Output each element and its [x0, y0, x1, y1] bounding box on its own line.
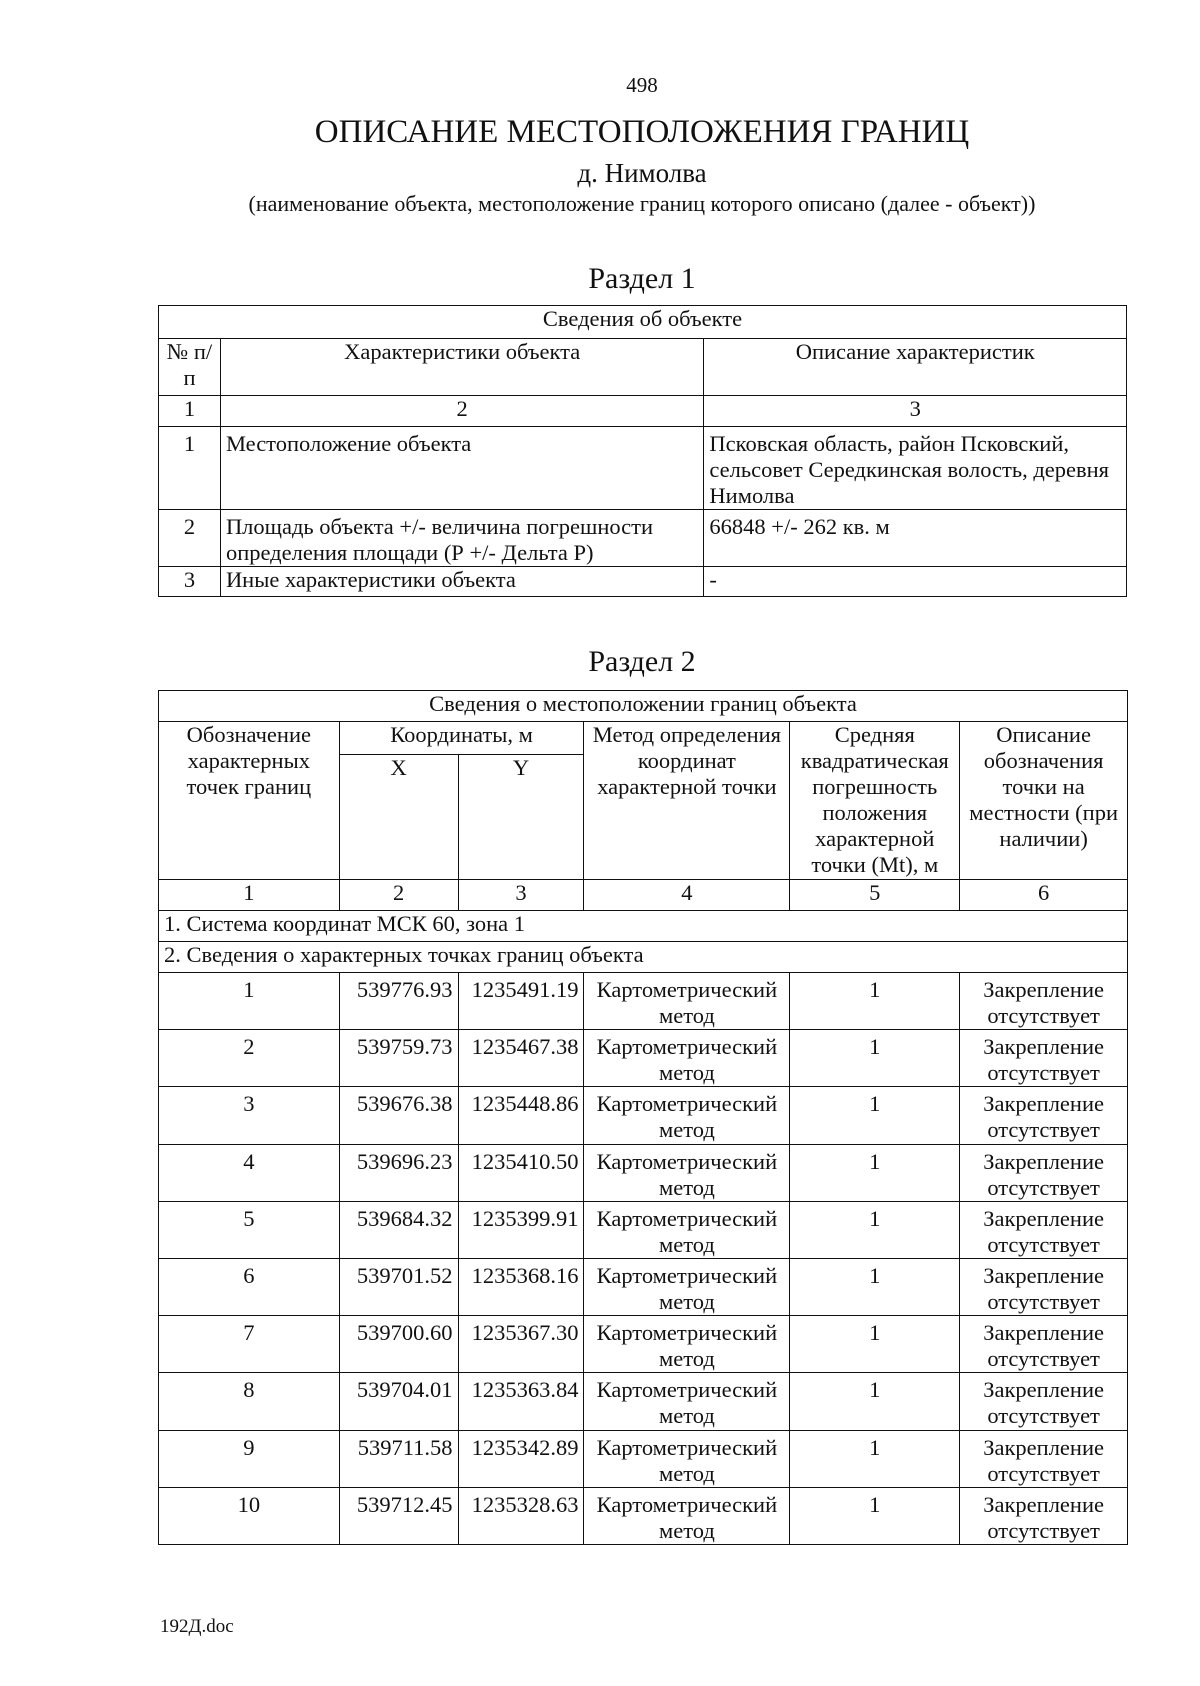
col-number: 3 [704, 396, 1127, 427]
point-y: 1235328.63 [458, 1487, 584, 1544]
points-info-row: 2. Сведения о характерных точках границ объекта [159, 942, 1128, 973]
file-name: 192Д.doc [160, 1616, 234, 1637]
header-characteristics: Характеристики объекта [220, 339, 703, 396]
point-description: Закрепление отсутствует [960, 1087, 1128, 1144]
point-y: 1235342.89 [458, 1430, 584, 1487]
object-info-table-title: Сведения об объекте [159, 306, 1127, 339]
object-info-table [158, 305, 1127, 597]
point-description: Закрепление отсутствует [960, 973, 1128, 1030]
boundary-points-table [158, 690, 1128, 1545]
point-error: 1 [790, 973, 960, 1030]
point-x: 539776.93 [339, 973, 458, 1030]
point-error: 1 [790, 1430, 960, 1487]
point-description: Закрепление отсутствует [960, 1373, 1128, 1430]
point-method: Картометрический метод [584, 1087, 790, 1144]
point-error: 1 [790, 1201, 960, 1258]
point-x: 539712.45 [339, 1487, 458, 1544]
col-number: 1 [159, 396, 221, 427]
point-x: 539700.60 [339, 1316, 458, 1373]
header-point: Обозначение характерных точек границ [159, 722, 340, 880]
table-row [159, 1030, 1128, 1087]
row-characteristic: Площадь объекта +/- величина погрешности определения площади (Р +/- Дельта Р) [220, 510, 703, 567]
row-characteristic: Местоположение объекта [220, 427, 703, 510]
header-x: X [339, 755, 458, 880]
point-x: 539711.58 [339, 1430, 458, 1487]
point-number: 6 [159, 1258, 340, 1315]
header-method: Метод определения координат характерной точки [584, 722, 790, 880]
point-number: 8 [159, 1373, 340, 1430]
point-y: 1235367.30 [458, 1316, 584, 1373]
point-description: Закрепление отсутствует [960, 1316, 1128, 1373]
point-description: Закрепление отсутствует [960, 1430, 1128, 1487]
row-num: 1 [159, 427, 221, 510]
point-error: 1 [790, 1087, 960, 1144]
point-y: 1235410.50 [458, 1144, 584, 1201]
row-num: 3 [159, 567, 221, 597]
point-x: 539684.32 [339, 1201, 458, 1258]
point-y: 1235399.91 [458, 1201, 584, 1258]
point-error: 1 [790, 1373, 960, 1430]
point-y: 1235491.19 [458, 973, 584, 1030]
point-number: 7 [159, 1316, 340, 1373]
header-y: Y [458, 755, 584, 880]
row-value: Псковская область, район Псковский, сельсовет Середкинская волость, деревня Нимолва [704, 427, 1127, 510]
point-number: 3 [159, 1087, 340, 1144]
point-method: Картометрический метод [584, 1144, 790, 1201]
row-value: 66848 +/- 262 кв. м [704, 510, 1127, 567]
table-row [159, 1144, 1128, 1201]
point-method: Картометрический метод [584, 1201, 790, 1258]
point-number: 9 [159, 1430, 340, 1487]
point-method: Картометрический метод [584, 973, 790, 1030]
object-caption: (наименование объекта, местоположение границ которого описано (далее - объект)) [248, 191, 1036, 216]
col-number: 6 [960, 880, 1128, 911]
points-body [159, 973, 1128, 1545]
point-number: 4 [159, 1144, 340, 1201]
col-number: 1 [159, 880, 340, 911]
table-row [159, 1087, 1128, 1144]
point-number: 2 [159, 1030, 340, 1087]
row-value: - [704, 567, 1127, 597]
point-y: 1235448.86 [458, 1087, 584, 1144]
document-title: ОПИСАНИЕ МЕСТОПОЛОЖЕНИЯ ГРАНИЦ [314, 114, 970, 150]
col-number: 2 [220, 396, 703, 427]
header-description: Описание характеристик [704, 339, 1127, 396]
table-row [159, 1316, 1128, 1373]
section-1-title: Раздел 1 [588, 262, 696, 295]
col-number: 4 [584, 880, 790, 911]
col-number: 2 [339, 880, 458, 911]
point-method: Картометрический метод [584, 1316, 790, 1373]
row-characteristic: Иные характеристики объекта [220, 567, 703, 597]
header-description: Описание обозначения точки на местности (при наличии) [960, 722, 1128, 880]
point-x: 539701.52 [339, 1258, 458, 1315]
col-number: 3 [458, 880, 584, 911]
table-row [159, 1373, 1128, 1430]
object-name: д. Нимолва [577, 158, 707, 188]
point-number: 1 [159, 973, 340, 1030]
table-row [159, 1430, 1128, 1487]
point-method: Картометрический метод [584, 1487, 790, 1544]
point-method: Картометрический метод [584, 1258, 790, 1315]
table-row [159, 1258, 1128, 1315]
point-error: 1 [790, 1316, 960, 1373]
point-method: Картометрический метод [584, 1430, 790, 1487]
point-description: Закрепление отсутствует [960, 1030, 1128, 1087]
boundary-table-title: Сведения о местоположении границ объекта [159, 691, 1128, 722]
table-row [159, 510, 1127, 567]
header-num: № п/п [159, 339, 221, 396]
point-y: 1235368.16 [458, 1258, 584, 1315]
point-x: 539759.73 [339, 1030, 458, 1087]
point-description: Закрепление отсутствует [960, 1201, 1128, 1258]
table-row [159, 1201, 1128, 1258]
table-row [159, 567, 1127, 597]
point-description: Закрепление отсутствует [960, 1144, 1128, 1201]
point-y: 1235363.84 [458, 1373, 584, 1430]
point-x: 539704.01 [339, 1373, 458, 1430]
point-method: Картометрический метод [584, 1373, 790, 1430]
point-number: 10 [159, 1487, 340, 1544]
point-x: 539696.23 [339, 1144, 458, 1201]
coordinate-system-row: 1. Система координат МСК 60, зона 1 [159, 911, 1128, 942]
point-error: 1 [790, 1030, 960, 1087]
point-y: 1235467.38 [458, 1030, 584, 1087]
point-method: Картометрический метод [584, 1030, 790, 1087]
header-coords: Координаты, м [339, 722, 584, 755]
table-row [159, 1487, 1128, 1544]
point-description: Закрепление отсутствует [960, 1487, 1128, 1544]
col-number: 5 [790, 880, 960, 911]
section-2-title: Раздел 2 [588, 645, 696, 678]
point-error: 1 [790, 1258, 960, 1315]
point-error: 1 [790, 1487, 960, 1544]
point-number: 5 [159, 1201, 340, 1258]
header-error: Средняя квадратическая погрешность положения характерной точки (Мt), м [790, 722, 960, 880]
point-x: 539676.38 [339, 1087, 458, 1144]
point-description: Закрепление отсутствует [960, 1258, 1128, 1315]
table-row [159, 427, 1127, 510]
point-error: 1 [790, 1144, 960, 1201]
table-row [159, 973, 1128, 1030]
row-num: 2 [159, 510, 221, 567]
page-number: 498 [626, 73, 658, 97]
